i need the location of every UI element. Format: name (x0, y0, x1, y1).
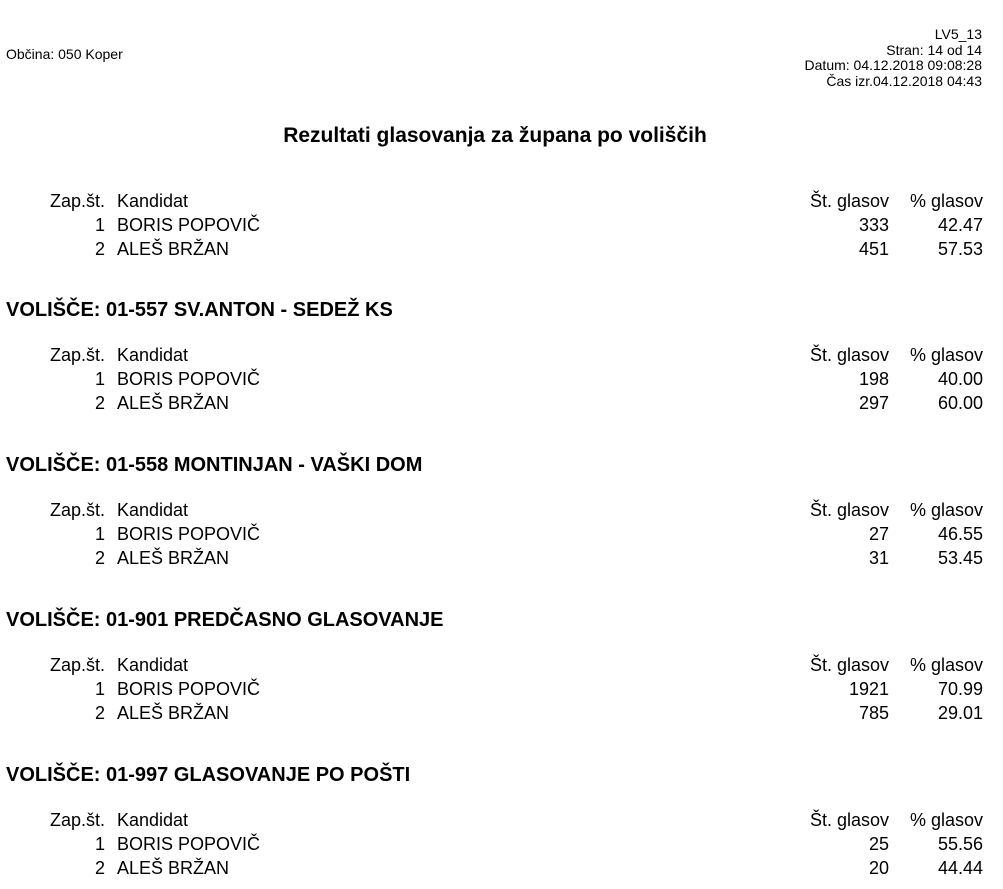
table-row (0, 832, 1003, 856)
col-header-pct: % glasov (909, 345, 983, 365)
candidate-name: BORIS POPOVIČ (117, 215, 261, 235)
municipality-label: Občina: 050 Koper (6, 46, 123, 62)
results-table-station (0, 808, 1003, 880)
calculation-time: Čas izr.04.12.2018 04:43 (826, 72, 982, 89)
table-header-row (0, 498, 1003, 522)
col-header-kandidat: Kandidat (117, 500, 189, 520)
table-header-row (0, 189, 1003, 213)
results-table-station (0, 343, 1003, 415)
vote-count: 198 (858, 369, 889, 389)
results-table-station (0, 498, 1003, 570)
table-row (0, 237, 1003, 261)
vote-percent: 55.56 (937, 834, 983, 854)
vote-count: 785 (858, 703, 889, 723)
col-header-glasov: Št. glasov (809, 810, 889, 830)
candidate-name: ALEŠ BRŽAN (117, 548, 230, 568)
col-header-pct: % glasov (909, 655, 983, 675)
polling-station-heading: VOLIŠČE: 01-557 SV.ANTON - SEDEŽ KS (6, 299, 393, 321)
vote-percent: 46.55 (937, 524, 983, 544)
vote-count: 333 (858, 215, 889, 235)
vote-percent: 53.45 (937, 548, 983, 568)
col-header-zap: Zap.št. (49, 655, 105, 675)
vote-percent: 44.44 (937, 858, 983, 878)
vote-percent: 29.01 (937, 703, 983, 723)
col-header-kandidat: Kandidat (117, 191, 189, 211)
row-number: 2 (94, 548, 105, 568)
vote-count: 31 (868, 548, 889, 568)
candidate-name: ALEŠ BRŽAN (117, 239, 230, 259)
vote-percent: 40.00 (937, 369, 983, 389)
col-header-pct: % glasov (909, 500, 983, 520)
page-title: Rezultati glasovanja za župana po voliščih (283, 124, 707, 147)
vote-count: 297 (858, 393, 889, 413)
table-header-row (0, 343, 1003, 367)
col-header-zap: Zap.št. (49, 345, 105, 365)
candidate-name: BORIS POPOVIČ (117, 834, 261, 854)
row-number: 1 (94, 369, 105, 389)
col-header-zap: Zap.št. (49, 191, 105, 211)
polling-station-heading: VOLIŠČE: 01-997 GLASOVANJE PO POŠTI (6, 764, 411, 786)
table-row (0, 701, 1003, 725)
candidate-name: ALEŠ BRŽAN (117, 858, 230, 878)
polling-station-heading: VOLIŠČE: 01-558 MONTINJAN - VAŠKI DOM (6, 454, 423, 476)
report-meta (805, 27, 982, 89)
col-header-glasov: Št. glasov (809, 655, 889, 675)
row-number: 2 (94, 703, 105, 723)
report-date: Datum: 04.12.2018 09:08:28 (804, 57, 982, 73)
col-header-glasov: Št. glasov (809, 500, 889, 520)
vote-percent: 42.47 (937, 215, 983, 235)
table-row (0, 213, 1003, 237)
row-number: 2 (94, 858, 105, 878)
polling-station-heading: VOLIŠČE: 01-901 PREDČASNO GLASOVANJE (6, 609, 444, 631)
vote-count: 25 (868, 834, 889, 854)
col-header-pct: % glasov (909, 810, 983, 830)
col-header-kandidat: Kandidat (117, 810, 189, 830)
candidate-name: BORIS POPOVIČ (117, 679, 261, 699)
row-number: 1 (94, 834, 105, 854)
col-header-glasov: Št. glasov (809, 191, 889, 211)
table-header-row (0, 808, 1003, 832)
results-table-total (0, 189, 1003, 261)
col-header-kandidat: Kandidat (117, 655, 189, 675)
row-number: 2 (94, 393, 105, 413)
candidate-name: ALEŠ BRŽAN (117, 703, 230, 723)
vote-percent: 57.53 (937, 239, 983, 259)
report-code: LV5_13 (934, 26, 982, 42)
table-header-row (0, 653, 1003, 677)
col-header-glasov: Št. glasov (809, 345, 889, 365)
vote-count: 451 (858, 239, 889, 259)
table-row (0, 391, 1003, 415)
vote-count: 20 (868, 858, 889, 878)
col-header-kandidat: Kandidat (117, 345, 189, 365)
table-row (0, 522, 1003, 546)
results-table-station (0, 653, 1003, 725)
vote-count: 27 (868, 524, 889, 544)
col-header-zap: Zap.št. (49, 500, 105, 520)
col-header-pct: % glasov (909, 191, 983, 211)
table-row (0, 677, 1003, 701)
col-header-zap: Zap.št. (49, 810, 105, 830)
vote-percent: 70.99 (937, 679, 983, 699)
row-number: 1 (94, 679, 105, 699)
table-row (0, 367, 1003, 391)
table-row (0, 546, 1003, 570)
candidate-name: ALEŠ BRŽAN (117, 393, 230, 413)
row-number: 1 (94, 215, 105, 235)
row-number: 1 (94, 524, 105, 544)
row-number: 2 (94, 239, 105, 259)
candidate-name: BORIS POPOVIČ (117, 369, 261, 389)
vote-percent: 60.00 (937, 393, 983, 413)
page-number: Stran: 14 od 14 (886, 41, 982, 58)
vote-count: 1921 (848, 679, 889, 699)
table-row (0, 856, 1003, 880)
candidate-name: BORIS POPOVIČ (117, 524, 261, 544)
